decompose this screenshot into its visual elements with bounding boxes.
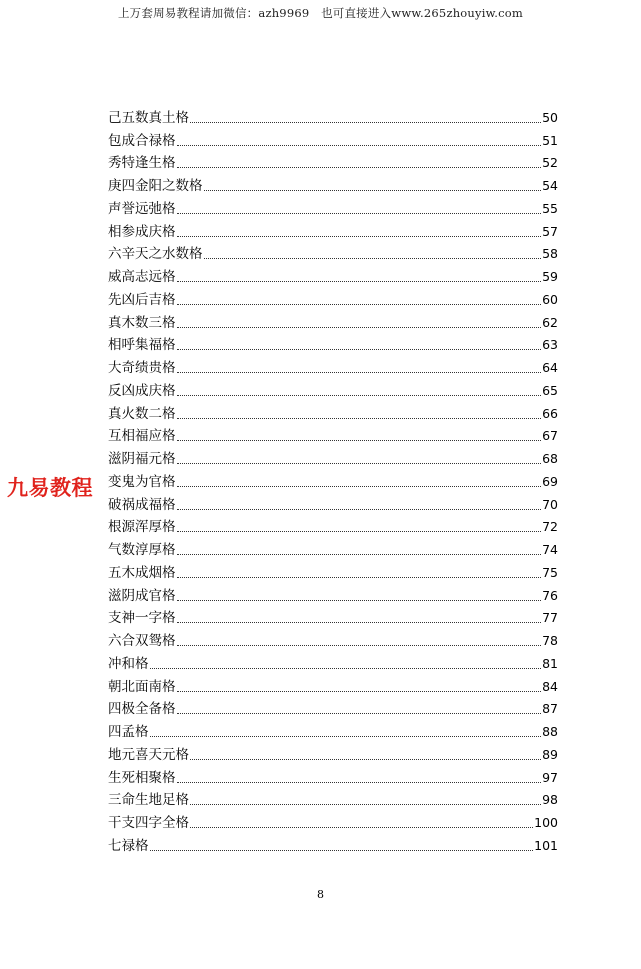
toc-entry <box>108 217 558 240</box>
toc-entry-page: 51 <box>542 132 558 148</box>
toc-leader-dots <box>204 257 542 259</box>
page-header: 上万套周易教程请加微信：azh9969 也可直接进入www.265zhouyiw.com <box>117 6 524 20</box>
toc-entry-page: 101 <box>534 837 558 853</box>
toc-entry-page: 54 <box>542 178 558 193</box>
toc-entry-page: 50 <box>542 109 558 125</box>
toc-entry-page: 59 <box>542 269 558 284</box>
toc-entry-title: 声誉远弛格 <box>108 200 176 217</box>
toc-entry <box>108 422 558 445</box>
toc-entry <box>108 240 558 263</box>
toc-entry-title: 朝北面南格 <box>108 678 176 695</box>
toc-leader-dots <box>190 803 541 805</box>
toc-leader-dots <box>177 371 542 373</box>
toc-leader-dots <box>190 826 533 828</box>
toc-entry-title: 秀特逢生格 <box>108 155 176 172</box>
toc-entry-page: 72 <box>542 519 558 535</box>
toc-entry-page: 77 <box>542 610 558 626</box>
toc-entry <box>108 786 558 809</box>
toc-entry <box>108 331 558 354</box>
toc-entry-title: 三命生地足格 <box>108 792 189 809</box>
toc-entry-page: 69 <box>542 473 558 489</box>
toc-entry-title: 滋阴福元格 <box>108 451 176 467</box>
toc-leader-dots <box>177 348 542 350</box>
toc-entry <box>108 103 558 126</box>
toc-leader-dots <box>177 644 542 646</box>
toc-entry <box>108 376 558 399</box>
toc-entry-title: 真木数三格 <box>108 314 176 331</box>
toc-entry <box>108 308 558 331</box>
toc-entry-title: 支神一字格 <box>108 610 176 627</box>
toc-leader-dots <box>150 849 534 851</box>
toc-entry <box>108 604 558 627</box>
toc-leader-dots <box>177 326 542 328</box>
toc-entry-title: 相参成庆格 <box>108 223 176 240</box>
toc-entry-title: 威高志远格 <box>108 269 176 285</box>
page-number: 8 <box>317 888 324 901</box>
toc-entry-title: 七禄格 <box>108 837 149 854</box>
toc-entry <box>108 672 558 695</box>
toc-entry-page: 70 <box>542 496 558 512</box>
toc-entry <box>108 581 558 604</box>
toc-leader-dots <box>177 690 542 692</box>
toc-entry-page: 66 <box>542 405 558 421</box>
toc-leader-dots <box>177 166 542 168</box>
toc-entry-title: 五木成烟格 <box>108 564 176 581</box>
toc-entry-title: 六合双鸳格 <box>108 633 176 649</box>
toc-entry-page: 67 <box>542 428 558 444</box>
toc-entry <box>108 194 558 217</box>
toc-entry-title: 大奇绩贵格 <box>108 360 176 376</box>
toc-entry-title: 气数淳厚格 <box>108 542 176 558</box>
toc-entry <box>108 285 558 308</box>
toc-leader-dots <box>177 485 542 487</box>
toc-leader-dots <box>177 439 542 441</box>
toc-entry <box>108 262 558 285</box>
toc-entry-page: 84 <box>542 678 558 694</box>
toc-entry <box>108 513 558 536</box>
toc-entry-page: 55 <box>542 200 558 216</box>
toc-leader-dots <box>177 508 542 510</box>
watermark-logo: 九易教程 <box>7 472 93 502</box>
toc-leader-dots <box>190 121 541 123</box>
toc-entry <box>108 740 558 763</box>
toc-leader-dots <box>177 712 542 714</box>
toc-entry <box>108 444 558 467</box>
toc-leader-dots <box>177 553 542 555</box>
toc-leader-dots <box>177 144 542 146</box>
toc-entry-title: 反凶成庆格 <box>108 382 176 399</box>
toc-entry-page: 100 <box>534 815 558 830</box>
toc-entry <box>108 353 558 376</box>
toc-entry-title: 六辛天之水数格 <box>108 246 203 263</box>
toc-entry-page: 68 <box>542 451 558 466</box>
toc-entry <box>108 171 558 194</box>
toc-leader-dots <box>177 781 542 783</box>
toc-entry-title: 庚四金阳之数格 <box>108 178 203 194</box>
toc-entry-page: 58 <box>542 246 558 262</box>
toc-entry-title: 生死相聚格 <box>108 769 176 786</box>
toc-entry-page: 97 <box>542 769 558 785</box>
toc-entry-page: 88 <box>542 724 558 739</box>
table-of-contents <box>108 103 558 854</box>
toc-entry <box>108 649 558 672</box>
toc-entry-page: 78 <box>542 633 558 648</box>
toc-entry <box>108 626 558 649</box>
toc-entry-page: 87 <box>542 701 558 717</box>
toc-leader-dots <box>204 189 542 191</box>
toc-leader-dots <box>177 212 542 214</box>
toc-entry-page: 62 <box>542 314 558 330</box>
toc-entry <box>108 149 558 172</box>
toc-entry-title: 包成合禄格 <box>108 132 176 149</box>
toc-entry-page: 64 <box>542 360 558 375</box>
toc-leader-dots <box>177 303 542 305</box>
toc-entry-page: 65 <box>542 382 558 398</box>
toc-entry-page: 75 <box>542 564 558 580</box>
toc-leader-dots <box>177 394 542 396</box>
toc-entry-title: 己五数真土格 <box>108 109 189 126</box>
toc-leader-dots <box>177 621 542 623</box>
toc-entry-title: 干支四字全格 <box>108 815 189 831</box>
toc-leader-dots <box>177 417 542 419</box>
toc-entry-page: 98 <box>542 792 558 808</box>
toc-entry <box>108 126 558 149</box>
toc-entry-title: 变鬼为官格 <box>108 473 176 490</box>
toc-entry-page: 63 <box>542 337 558 353</box>
toc-entry <box>108 399 558 422</box>
toc-leader-dots <box>177 530 542 532</box>
toc-leader-dots <box>177 280 542 282</box>
toc-entry-page: 89 <box>542 746 558 762</box>
toc-leader-dots <box>177 599 542 601</box>
toc-entry-page: 76 <box>542 587 558 603</box>
toc-entry-title: 根源浑厚格 <box>108 519 176 536</box>
toc-entry <box>108 808 558 831</box>
toc-entry-title: 地元喜天元格 <box>108 746 189 763</box>
toc-entry <box>108 695 558 718</box>
toc-entry-page: 52 <box>542 155 558 171</box>
toc-entry-title: 破祸成福格 <box>108 496 176 513</box>
toc-entry <box>108 831 558 854</box>
toc-entry-page: 81 <box>542 655 558 671</box>
toc-entry <box>108 535 558 558</box>
toc-leader-dots <box>150 735 542 737</box>
toc-entry <box>108 717 558 740</box>
toc-entry <box>108 490 558 513</box>
toc-leader-dots <box>177 462 542 464</box>
toc-entry-title: 滋阴成官格 <box>108 587 176 604</box>
toc-leader-dots <box>177 235 542 237</box>
toc-entry-title: 冲和格 <box>108 655 149 672</box>
toc-entry <box>108 763 558 786</box>
toc-entry-title: 四极全备格 <box>108 701 176 718</box>
toc-entry-page: 74 <box>542 542 558 557</box>
toc-entry-title: 先凶后吉格 <box>108 291 176 308</box>
toc-entry-title: 相呼集福格 <box>108 337 176 354</box>
toc-leader-dots <box>177 576 542 578</box>
toc-leader-dots <box>150 667 542 669</box>
toc-entry-page: 60 <box>542 291 558 307</box>
toc-entry-title: 互相福应格 <box>108 428 176 445</box>
toc-entry-page: 57 <box>542 223 558 239</box>
toc-entry-title: 四孟格 <box>108 724 149 740</box>
toc-entry <box>108 558 558 581</box>
toc-entry-title: 真火数二格 <box>108 405 176 422</box>
toc-entry <box>108 467 558 490</box>
toc-leader-dots <box>190 758 541 760</box>
